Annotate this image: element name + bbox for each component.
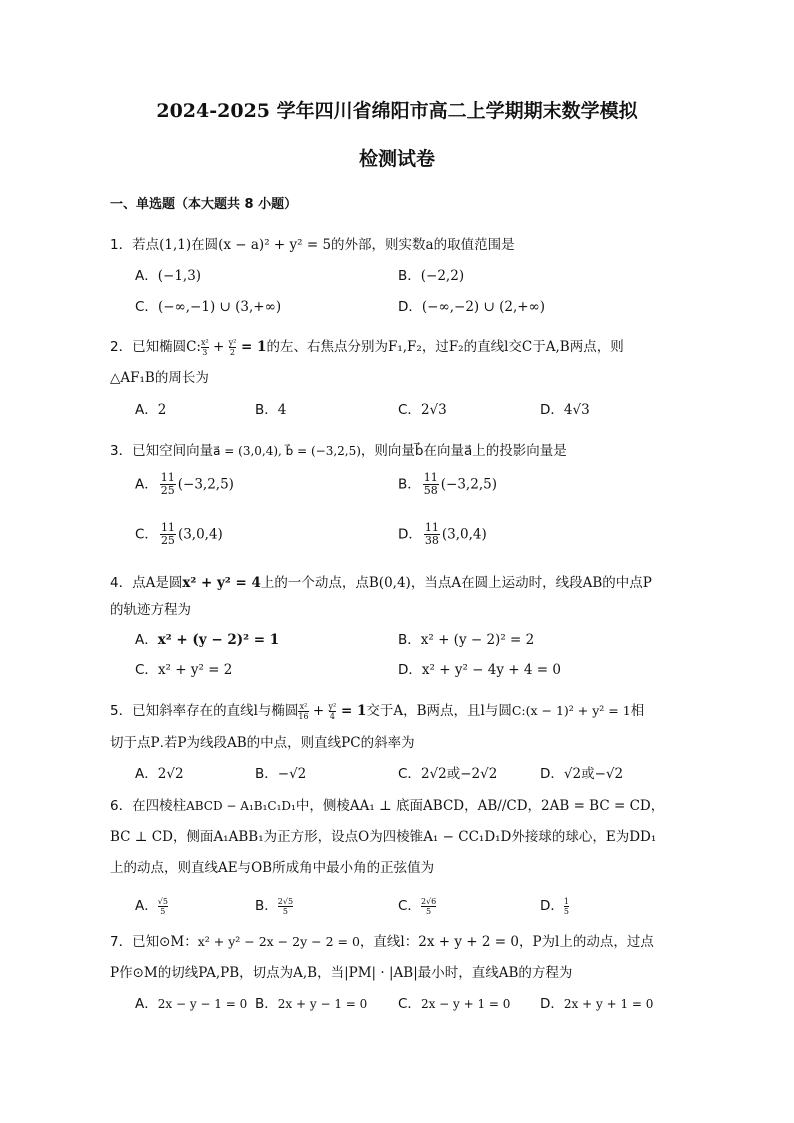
stem-text: 底面 — [391, 798, 424, 814]
stem-text: 的轨迹方程为 — [110, 602, 191, 618]
math: ABCD — [423, 798, 465, 814]
question-1-option-a — [135, 266, 201, 286]
math: a⃗ = (3,0,4), b⃗ = (−3,2,5) — [213, 444, 361, 458]
fraction: $\frac{1}{5}$ — [563, 896, 569, 916]
stem-text: 在向量 — [423, 443, 464, 459]
math: A₁ABB₁ — [213, 829, 264, 845]
math: AB — [582, 575, 603, 591]
question-5-stem — [110, 701, 644, 721]
fraction: $\frac{\text{x²}}{16}$ — [298, 701, 309, 721]
question-2-option-d — [540, 400, 590, 420]
stem-text: 外接球的球心， — [511, 829, 606, 845]
stem-text: ，当 — [317, 965, 345, 981]
stem-text: ， — [650, 798, 665, 814]
option-label: C． — [135, 662, 158, 678]
math: + — [208, 339, 229, 355]
question-number: 4． — [110, 575, 133, 591]
question-7-option-a — [135, 994, 247, 1014]
question-7-option-c — [398, 994, 510, 1014]
math: BC ⊥ CD — [110, 829, 173, 845]
stem-text: 与圆 — [484, 703, 512, 719]
stem-text: 于 — [532, 339, 546, 355]
question-number: 1． — [110, 237, 133, 253]
option-label: B． — [255, 766, 278, 782]
math: A₁ − CC₁D₁D — [423, 829, 512, 845]
option-label: C． — [398, 898, 421, 914]
stem-text: 中，侧棱 — [295, 798, 350, 814]
math: (1,1) — [159, 237, 192, 253]
option-value: 2√2 — [157, 766, 184, 782]
stem-text: 相 — [630, 703, 645, 719]
option-label: A． — [135, 898, 158, 914]
question-6-option-d — [540, 896, 569, 916]
question-3-stem — [110, 441, 567, 461]
option-label: C． — [135, 526, 158, 543]
stem-text: 与 — [237, 860, 252, 876]
option-value: x² + y² = 2 — [157, 662, 233, 678]
stem-text: 上的一个动点，点 — [260, 575, 369, 591]
math: B — [416, 703, 427, 719]
math: △AF₁B — [110, 370, 155, 386]
math: a — [425, 237, 434, 253]
option-value: x² + (y − 2)² = 2 — [420, 632, 535, 648]
math: F₂ — [448, 339, 464, 355]
option-value: 2x + y + 1 = 0 — [563, 997, 654, 1011]
option-value: (−3,2,5) — [440, 476, 497, 493]
option-label: C． — [135, 299, 158, 315]
question-4-option-c — [135, 660, 232, 680]
fraction: $\frac{2√6}{5}$ — [420, 896, 437, 916]
option-value: (3,0,4) — [441, 526, 487, 543]
stem-text: 交于 — [366, 703, 394, 719]
question-1-stem — [110, 235, 515, 255]
math: P — [532, 934, 542, 950]
option-value: (−3,2,5) — [177, 476, 234, 493]
math: F₁,F₂ — [387, 339, 422, 355]
math: (x − a)² + y² = 5 — [218, 237, 332, 253]
option-label: D． — [540, 898, 564, 914]
stem-text: ，侧面 — [172, 829, 214, 845]
option-label: C． — [398, 402, 421, 418]
stem-text: ： — [184, 934, 198, 950]
stem-text: ，则向量 — [360, 443, 415, 459]
question-2-option-b — [255, 400, 286, 420]
math: AB — [226, 735, 247, 751]
stem-text: ： — [404, 934, 419, 950]
stem-text: 是圆 — [155, 575, 183, 591]
question-6-stem-line3 — [110, 858, 434, 878]
question-7-stem — [110, 932, 654, 952]
fraction: $\frac{\text{x²}}{3}$ — [200, 337, 209, 357]
stem-text: 的直线 — [463, 339, 505, 355]
question-5-option-b — [255, 764, 306, 784]
option-value: 2x + y − 1 = 0 — [277, 997, 368, 1011]
option-label: D． — [398, 299, 422, 315]
math: l — [400, 934, 405, 950]
math: A — [451, 575, 462, 591]
question-1-option-b — [398, 266, 464, 286]
math: DD₁ — [629, 829, 657, 845]
option-label: D． — [540, 996, 564, 1012]
question-7-stem-line2 — [110, 963, 572, 983]
question-5-option-a — [135, 764, 184, 784]
math: AE — [218, 860, 238, 876]
option-label: D． — [398, 526, 422, 543]
option-value: 2x − y + 1 = 0 — [420, 997, 511, 1011]
question-number: 6． — [110, 798, 133, 814]
option-value: (−2,2) — [420, 268, 465, 284]
stem-text: 上的动点，过点 — [559, 934, 654, 950]
option-label: B． — [255, 402, 278, 418]
stem-text: 作⊙ — [119, 965, 144, 981]
stem-text: ，过 — [421, 339, 449, 355]
option-label: C． — [398, 996, 421, 1012]
stem-text: 在圆 — [191, 237, 219, 253]
fraction: $\frac{\text{y²}}{2}$ — [228, 337, 237, 357]
option-label: D． — [540, 402, 564, 418]
math: P — [177, 735, 187, 751]
option-label: A． — [135, 476, 158, 493]
math: M — [170, 934, 185, 950]
math: A — [393, 703, 404, 719]
option-value: (3,0,4) — [177, 526, 223, 543]
option-label: D． — [540, 766, 564, 782]
stem-text: 的左、右焦点分别为 — [266, 339, 388, 355]
question-6-option-b — [255, 896, 293, 916]
option-value: 2√2或−2√2 — [420, 766, 498, 782]
stem-text: ，直线 — [359, 934, 401, 950]
math: A,B — [545, 339, 570, 355]
stem-text: 若点 — [132, 237, 160, 253]
stem-text: ，切点为 — [239, 965, 294, 981]
option-value: x² + (y − 2)² = 1 — [157, 632, 280, 648]
stem-text: 最小时，直线 — [417, 965, 499, 981]
fraction: $\frac{11}{25}$ — [160, 521, 175, 547]
question-7-option-b — [255, 994, 367, 1014]
stem-text: 为正方形，设点 — [263, 829, 359, 845]
math: l — [253, 703, 258, 719]
math: l — [555, 934, 560, 950]
exam-title-line2: 检测试卷 — [358, 148, 435, 170]
math: C:(x − 1)² + y² = 1 — [511, 703, 631, 718]
stem-text: 的方程为 — [518, 965, 573, 981]
option-label: A． — [135, 632, 158, 648]
stem-text: 已知椭圆 — [132, 339, 187, 355]
fraction: $\frac{2√5}{5}$ — [277, 896, 294, 916]
stem-text: 的中点，则直线 — [246, 735, 342, 751]
fraction: $\frac{11}{58}$ — [423, 471, 438, 497]
math: PA,PB — [198, 965, 240, 981]
stem-text: 的外部，则实数 — [331, 237, 426, 253]
stem-text: 切于点 — [110, 735, 151, 751]
question-number: 7． — [110, 934, 133, 950]
option-label: B． — [398, 632, 421, 648]
math: l — [504, 339, 509, 355]
option-value: (−1,3) — [157, 268, 202, 284]
question-4-option-b — [398, 630, 534, 650]
option-label: A． — [135, 996, 158, 1012]
math: E — [605, 829, 616, 845]
stem-text: ， — [518, 934, 533, 950]
option-value: 2x − y − 1 = 0 — [157, 997, 248, 1011]
math: + — [308, 703, 329, 719]
question-3-option-c — [135, 522, 223, 547]
question-3-option-d — [398, 522, 487, 547]
fraction: $\frac{\text{y²}}{4}$ — [328, 701, 337, 721]
math: P — [110, 965, 120, 981]
math: = 1 — [336, 703, 367, 719]
math: x² + y² − 2x − 2y − 2 = 0 — [197, 934, 360, 949]
math: l — [480, 703, 485, 719]
question-number: 5． — [110, 703, 133, 719]
stem-text: .若 — [159, 735, 178, 751]
question-2-stem — [110, 337, 624, 357]
math: AA₁ ⊥ — [349, 798, 392, 814]
math: 2x + y + 2 = 0 — [418, 934, 519, 950]
fraction: $\frac{11}{38}$ — [424, 521, 439, 547]
math: O — [358, 829, 370, 845]
question-6-stem-line2 — [110, 827, 656, 847]
question-4-stem — [110, 573, 652, 593]
option-label: A． — [135, 402, 158, 418]
question-4-stem-line2 — [110, 600, 191, 620]
math: b⃗ — [414, 443, 424, 459]
option-value: 4 — [277, 402, 287, 418]
option-value: 2√3 — [420, 402, 447, 418]
question-1-option-c — [135, 297, 281, 317]
option-label: A． — [135, 766, 158, 782]
stem-text: 两点，则 — [569, 339, 624, 355]
math: x² + y² = 4 — [182, 575, 261, 591]
stem-text: 与椭圆 — [257, 703, 299, 719]
exam-title-line1: 2024-2025 学年四川省绵阳市高二上学期期末数学模拟 — [156, 100, 638, 122]
stem-text: 两点，且 — [426, 703, 481, 719]
question-5-option-c — [398, 764, 497, 784]
stem-text: 已知斜率存在的直线 — [132, 703, 254, 719]
math: a⃗ — [464, 443, 473, 459]
stem-text: 的周长为 — [154, 370, 209, 386]
stem-text: 为线段 — [186, 735, 227, 751]
option-value: x² + y² − 4y + 4 = 0 — [421, 662, 561, 678]
stem-text: 已知空间向量 — [132, 443, 214, 459]
math: M — [143, 965, 158, 981]
stem-text: 在圆上运动时，线段 — [461, 575, 583, 591]
question-2-stem-line2 — [110, 368, 209, 388]
math: ABCD − A₁B₁C₁D₁ — [186, 799, 296, 813]
question-number: 2． — [110, 339, 133, 355]
math: AB//CD — [477, 798, 528, 814]
stem-text: 在四棱柱 — [132, 798, 187, 814]
option-label: B． — [398, 476, 421, 493]
math: AB — [498, 965, 519, 981]
math: |PM| · |AB| — [344, 965, 418, 981]
stem-text: 为 — [541, 934, 556, 950]
option-value: (−∞,−2) ∪ (2,+∞) — [421, 299, 546, 315]
option-label: B． — [398, 268, 421, 284]
option-label: C． — [398, 766, 421, 782]
option-label: B． — [255, 898, 278, 914]
option-value: (−∞,−1) ∪ (3,+∞) — [157, 299, 282, 315]
stem-text: 交 — [508, 339, 522, 355]
stem-text: 的中点 — [602, 575, 643, 591]
question-5-option-d — [540, 764, 623, 784]
stem-text: 已知⊙ — [132, 934, 171, 950]
question-2-option-c — [398, 400, 447, 420]
question-number: 3． — [110, 443, 133, 459]
stem-text: 所成角中最小角的正弦值为 — [272, 860, 435, 876]
stem-text: 上的动点，则直线 — [110, 860, 218, 876]
stem-text: ， — [403, 703, 417, 719]
question-6-option-c — [398, 896, 436, 916]
stem-text: ， — [464, 798, 478, 814]
stem-text: 的取值范围是 — [433, 237, 515, 253]
option-label: D． — [398, 662, 422, 678]
math: = 1 — [236, 339, 267, 355]
math: OB — [251, 860, 273, 876]
option-label: A． — [135, 268, 158, 284]
fraction: $\frac{√5}{5}$ — [157, 896, 168, 916]
option-value: 2 — [157, 402, 167, 418]
option-label: B． — [255, 996, 278, 1012]
question-5-stem-line2 — [110, 733, 415, 753]
question-4-option-d — [398, 660, 561, 680]
math: P — [150, 735, 160, 751]
math: 2AB = BC = CD — [541, 798, 651, 814]
question-6-option-a — [135, 896, 168, 916]
math: B(0,4) — [368, 575, 411, 591]
math: P — [642, 575, 652, 591]
math: A — [145, 575, 156, 591]
question-7-option-d — [540, 994, 653, 1014]
question-4-option-a — [135, 630, 279, 650]
stem-text: 的切线 — [157, 965, 199, 981]
question-3-option-a — [135, 472, 234, 497]
stem-text: 点 — [132, 575, 146, 591]
question-2-option-a — [135, 400, 166, 420]
math: C: — [186, 339, 201, 355]
stem-text: ， — [527, 798, 542, 814]
option-value: √2或−√2 — [563, 766, 624, 782]
question-1-option-d — [398, 297, 545, 317]
section-heading: 一、单选题（本大题共 8 小题） — [110, 197, 298, 212]
stem-text: ，当点 — [410, 575, 452, 591]
stem-text: 上的投影向量是 — [472, 443, 567, 459]
stem-text: 为 — [615, 829, 630, 845]
math: C — [521, 339, 533, 355]
stem-text: 的斜率为 — [360, 735, 415, 751]
question-3-option-b — [398, 472, 497, 497]
option-value: 4√3 — [563, 402, 590, 418]
fraction: $\frac{11}{25}$ — [160, 471, 175, 497]
option-value: −√2 — [277, 766, 307, 782]
math: PC — [341, 735, 361, 751]
stem-text: 为四棱锥 — [369, 829, 424, 845]
question-6-stem — [110, 796, 664, 816]
math: A,B — [293, 965, 318, 981]
